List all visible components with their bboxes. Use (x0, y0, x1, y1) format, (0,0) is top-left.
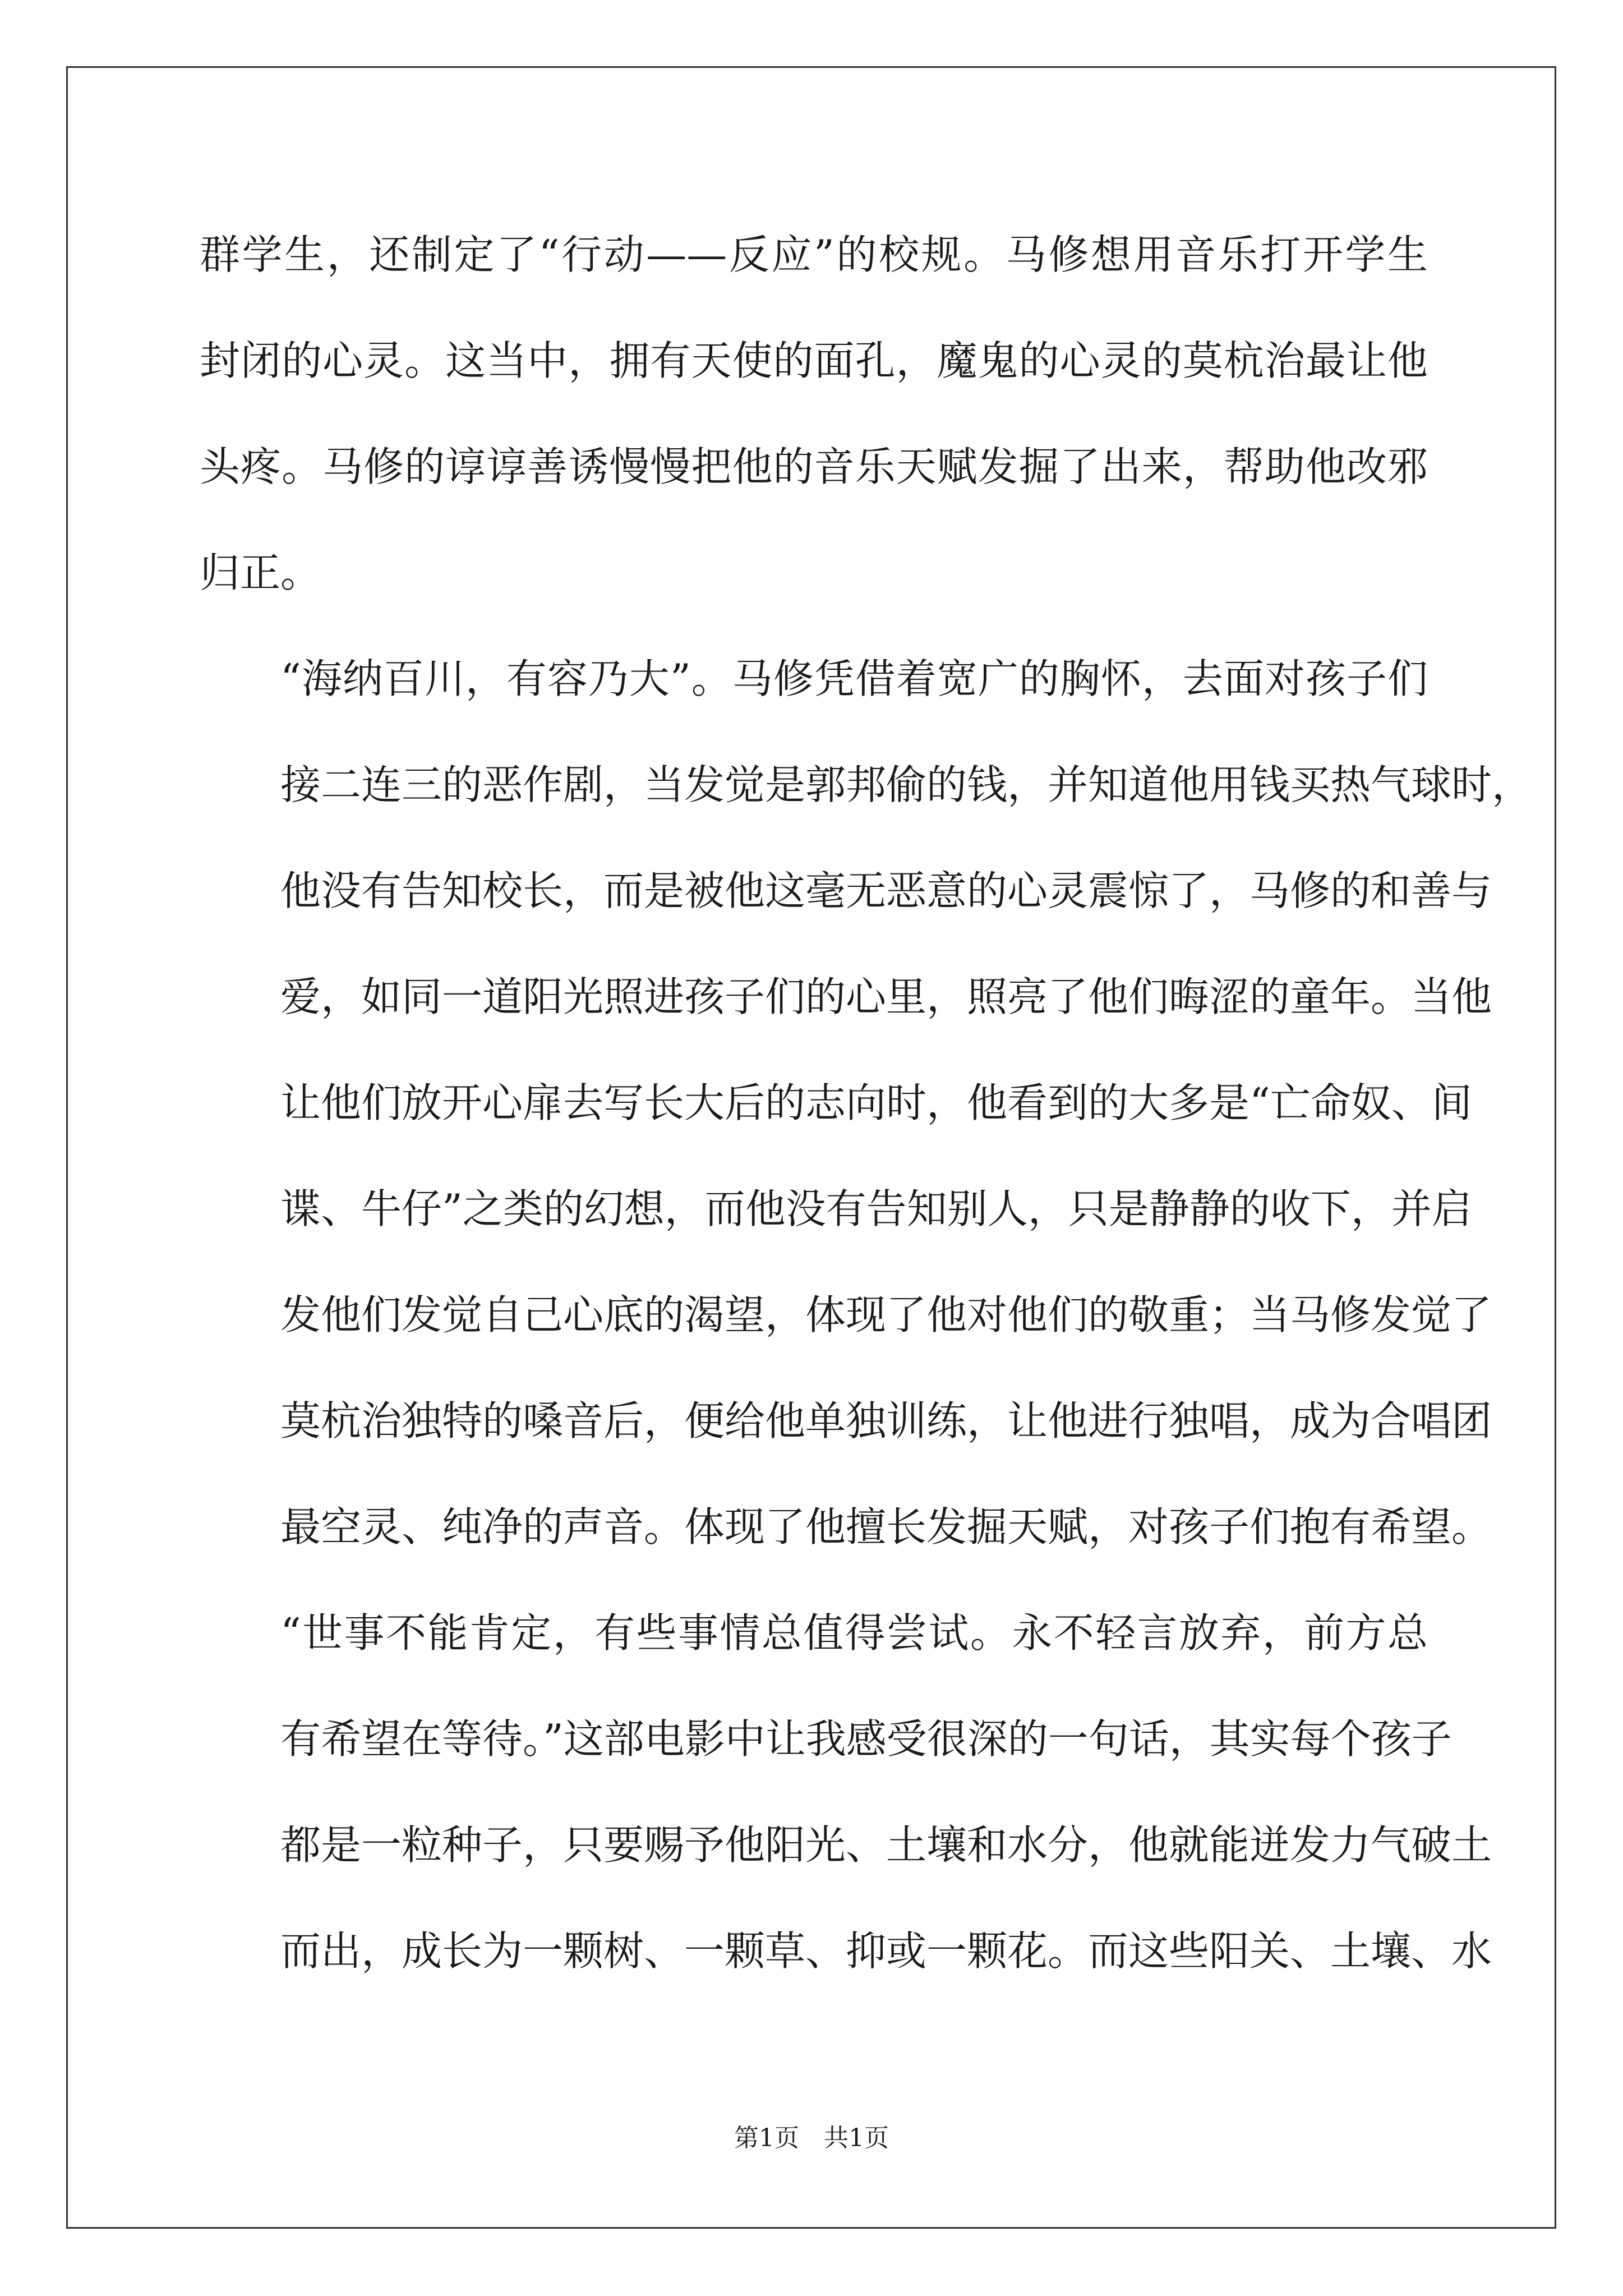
text-line: “世事不能肯定，有些事情总值得尝试。永不轻言放弃，前方总 (280, 1609, 1428, 1657)
text-line: 接二连三的恶作剧，当发觉是郭邦偷的钱，并知道他用钱买热气球时， (280, 761, 1533, 808)
text-line: 而出，成长为一颗树、一颗草、抑或一颗花。而这些阳关、土壤、水 (280, 1927, 1492, 1975)
text-line: 群学生，还制定了“行动——反应”的校规。马修想用音乐打开学生 (200, 231, 1428, 278)
text-line: 封闭的心灵。这当中，拥有天使的面孔，魔鬼的心灵的莫杭治最让他 (200, 337, 1428, 384)
paragraph (200, 202, 1428, 626)
text-line: 归正。 (200, 549, 321, 596)
text-line: 他没有告知校长，而是被他这毫无恶意的心灵震惊了，马修的和善与 (280, 867, 1492, 914)
text-line: 头疼。马修的谆谆善诱慢慢把他的音乐天赋发掘了出来，帮助他改邪 (200, 443, 1428, 490)
page-number: 第1页 (734, 2124, 799, 2152)
text-line: 莫杭治独特的嗓音后，便给他单独训练，让他进行独唱，成为合唱团 (280, 1397, 1492, 1444)
text-line: 谍、牛仔”之类的幻想，而他没有告知别人，只是静静的收下，并启 (280, 1185, 1472, 1232)
page-total: 共1页 (824, 2124, 889, 2152)
document-body (200, 202, 1533, 2004)
page-footer (0, 2118, 1623, 2154)
text-line: 都是一粒种子，只要赐予他阳光、土壤和水分，他就能迸发力气破土 (280, 1821, 1492, 1869)
text-line: 让他们放开心扉去写长大后的志向时，他看到的大多是“亡命奴、间 (280, 1079, 1472, 1126)
paragraph (200, 1580, 1492, 2004)
text-line: 爱，如同一道阳光照进孩子们的心里，照亮了他们晦涩的童年。当他 (280, 973, 1492, 1020)
text-line: 最空灵、纯净的声音。体现了他擅长发掘天赋，对孩子们抱有希望。 (280, 1503, 1492, 1550)
paragraph (200, 626, 1533, 1580)
text-line: 发他们发觉自己心底的渴望，体现了他对他们的敬重；当马修发觉了 (280, 1291, 1492, 1338)
text-line: “海纳百川，有容乃大”。马修凭借着宽广的胸怀，去面对孩子们 (280, 655, 1428, 702)
text-line: 有希望在等待。”这部电影中让我感受很深的一句话，其实每个孩子 (280, 1715, 1452, 1763)
